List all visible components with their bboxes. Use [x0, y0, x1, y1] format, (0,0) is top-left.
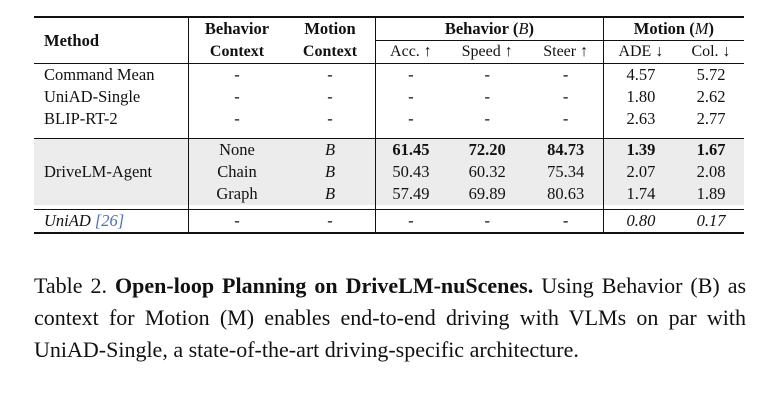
cell: 60.32 [446, 161, 529, 183]
table-row [34, 210, 744, 234]
cell: - [446, 64, 529, 87]
header-motion-context-2: Context [302, 42, 358, 60]
cell: 84.73 [529, 139, 604, 162]
cell: None [189, 139, 286, 162]
method-cell [34, 210, 189, 234]
cell: 75.34 [529, 161, 604, 183]
cell: - [376, 210, 446, 234]
header-row-1 [34, 17, 744, 41]
cell: 2.63 [603, 108, 678, 130]
cell: - [285, 210, 376, 234]
caption-title: Open-loop Planning on DriveLM-nuScenes. [115, 273, 534, 298]
citation-link[interactable]: [26] [94, 211, 125, 230]
spacer-row [34, 130, 744, 139]
cell: - [376, 64, 446, 87]
cell: 1.67 [678, 139, 744, 162]
cell: - [189, 108, 286, 130]
cell: B [285, 139, 376, 162]
cell: - [285, 64, 376, 87]
cell: 0.80 [603, 210, 678, 234]
header-behavior-group: Behavior (B) [376, 17, 604, 41]
cell: - [529, 64, 604, 87]
cell: - [446, 210, 529, 234]
header-method: Method [44, 30, 99, 50]
cell: 2.62 [696, 87, 726, 106]
cell: 1.89 [678, 183, 744, 205]
cell: 4.57 [603, 64, 678, 87]
method-cell: Command Mean [34, 64, 189, 87]
cell: - [327, 109, 333, 128]
table-row [34, 86, 744, 108]
cell: 57.49 [376, 183, 446, 205]
cell: 61.45 [376, 139, 446, 162]
caption-label: Table 2. [34, 273, 108, 298]
cell: 1.74 [603, 183, 678, 205]
cell: 2.77 [696, 109, 726, 128]
method-cell: BLIP-RT-2 [44, 109, 118, 128]
table-row [34, 64, 744, 87]
header-ade: ADE ↓ [603, 41, 678, 64]
header-speed: Speed ↑ [461, 43, 513, 60]
table-row [34, 139, 744, 162]
header-col: Col. ↓ [691, 43, 731, 60]
cell: - [376, 86, 446, 108]
cell: 69.89 [446, 183, 529, 205]
cell: B [285, 183, 376, 205]
cell: - [189, 86, 286, 108]
cell: 0.17 [678, 210, 744, 234]
header-acc: Acc. ↑ [376, 41, 446, 64]
results-table [34, 16, 744, 234]
method-cell: UniAD-Single [44, 87, 141, 106]
cell: 2.07 [603, 161, 678, 183]
cell: 50.43 [376, 161, 446, 183]
cell: 72.20 [446, 139, 529, 162]
cell: Graph [189, 183, 286, 205]
cell: - [562, 109, 569, 128]
cell: - [189, 64, 286, 87]
cell: 1.39 [603, 139, 678, 162]
table-caption [34, 270, 746, 366]
cell: - [327, 87, 333, 106]
cell: - [484, 87, 490, 106]
method-cell: DriveLM-Agent [34, 139, 189, 206]
header-motion-group: Motion (M) [603, 17, 744, 41]
caption-text: Using Behavior (B) as context for Motion (M) enables end-to-end driving with VLMs on par with UniAD-Single, a state-of-the-art driving-specific architecture. [34, 273, 747, 362]
cell: 80.63 [529, 183, 604, 205]
method-name: UniAD [44, 211, 91, 230]
cell: 2.08 [678, 161, 744, 183]
results-table-container [34, 16, 744, 234]
table-row [34, 108, 744, 130]
cell: - [562, 87, 569, 106]
cell: B [285, 161, 376, 183]
cell: 5.72 [678, 64, 744, 87]
cell: - [529, 210, 604, 234]
cell: Chain [189, 161, 286, 183]
cell: 1.80 [603, 86, 678, 108]
cell: - [189, 210, 286, 234]
cell: - [484, 109, 490, 128]
header-motion-context-1: Motion [304, 19, 356, 39]
cell: - [376, 108, 446, 130]
header-steer: Steer ↑ [543, 43, 589, 60]
header-behavior-context-2: Context [189, 41, 286, 64]
header-behavior-context-1: Behavior [189, 17, 286, 41]
